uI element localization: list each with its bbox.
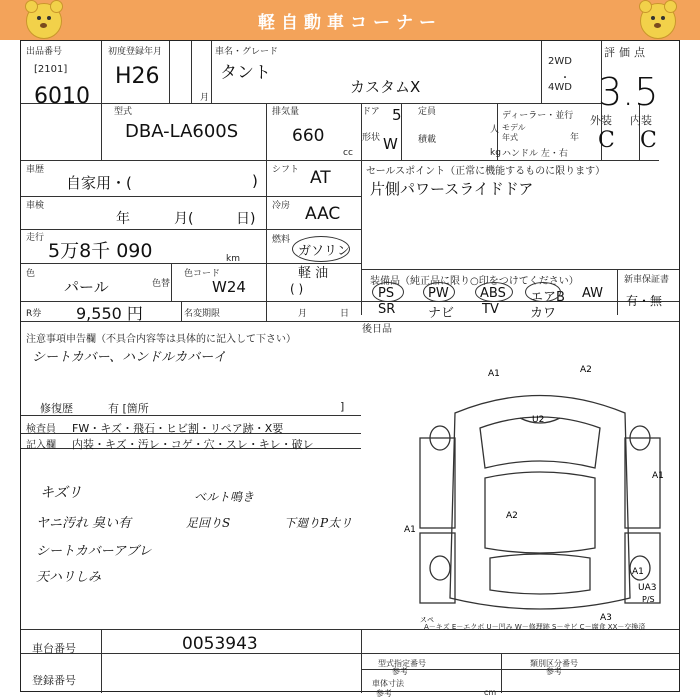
rating-score: 3.5 xyxy=(598,70,659,114)
fuel-label: 燃料 xyxy=(272,235,291,245)
mileage-value: 5万8千 090 xyxy=(48,240,153,262)
equip-aw: AW xyxy=(582,286,604,301)
dimension-cm: cm xyxy=(484,688,497,697)
dealer-line2: モデル xyxy=(502,123,526,132)
mark-a1-rear-right: A1 xyxy=(632,567,644,577)
repair-value: 有 [箇所 xyxy=(108,402,149,415)
inspector-note-2: ヤニ汚れ 臭い有 xyxy=(36,516,132,531)
rating-label: 評価点 xyxy=(604,46,649,59)
car-name-label: 車名・グレード xyxy=(215,47,279,57)
mark-a2-front-right: A2 xyxy=(580,365,592,375)
color-change-label: 色替 xyxy=(152,279,171,289)
history-close: ) xyxy=(252,172,258,190)
displacement-value: 660 xyxy=(292,126,325,146)
dimensions-ref: 参考 xyxy=(376,689,392,698)
fuel-diesel: 軽 油 xyxy=(298,266,329,281)
doors-label: ドア xyxy=(362,107,380,117)
registration-month-unit: 月 xyxy=(200,93,210,103)
car-name: タント xyxy=(220,63,271,83)
doors-value: 5 xyxy=(392,106,402,124)
equip-navi: ナビ xyxy=(428,306,455,321)
diagram-spare-label: スペ xyxy=(420,616,434,624)
mark-u2-hood: U2 xyxy=(532,415,545,425)
check-label-1: 検査員 xyxy=(26,424,56,435)
registration-label: 初度登録年月 xyxy=(108,47,163,57)
inspection-label: 車検 xyxy=(26,201,45,211)
equip-airbag-circle xyxy=(525,282,561,302)
inspection-month: 月( xyxy=(174,211,194,227)
fuel-paren: ( ) xyxy=(290,282,304,296)
recycle-value: 9,550 円 xyxy=(76,304,143,323)
check-label-2: 記入欄 xyxy=(26,440,56,451)
class-number-ref: 参考 xyxy=(546,667,562,676)
color-code: W24 xyxy=(212,278,246,296)
displacement-label: 排気量 xyxy=(272,107,300,117)
equip-tv: TV xyxy=(482,302,499,317)
check-row-1: FW・キズ・飛石・ヒビ割・リペア跡・X要 xyxy=(72,422,284,435)
tax-month: 月 xyxy=(298,309,308,319)
aircon-value: AAC xyxy=(305,204,341,224)
owner-label: 後日品 xyxy=(362,324,392,335)
drive-2wd: 2WD xyxy=(548,56,572,67)
color-label: 色 xyxy=(26,269,36,279)
displacement-unit: cc xyxy=(343,148,353,158)
dealer-year-unit: 年 xyxy=(570,133,580,143)
rating-exterior-label: 外装 xyxy=(590,114,612,127)
lot-number: 6010 xyxy=(34,84,90,109)
fuel-gas-circle xyxy=(292,236,350,262)
class-number-label: 類別区分番号 xyxy=(530,659,578,668)
sales-points-label: セールスポイント（正常に機能するものに限ります） xyxy=(366,166,606,177)
equip-abs: ABS xyxy=(480,286,506,301)
equip-abs-circle xyxy=(475,282,513,302)
dealer-handle: ハンドル 左・右 xyxy=(502,149,568,159)
inspection-day: 日) xyxy=(236,211,256,227)
mark-a1-front-left: A1 xyxy=(488,369,500,379)
tax-label: 名変期限 xyxy=(184,309,221,319)
load-label: 積載 xyxy=(418,135,437,145)
dealer-line1: ディーラー・並行 xyxy=(502,111,574,121)
equip-ps-circle xyxy=(372,282,404,302)
check-row-2: 内装・キズ・汚レ・コゲ・穴・スレ・キレ・破レ xyxy=(72,438,314,451)
model-value: DBA-LA600S xyxy=(125,121,239,142)
shift-label: シフト xyxy=(272,165,300,175)
inspection-year: 年 xyxy=(116,211,130,227)
recycle-label: R券 xyxy=(26,309,42,319)
capacity-unit: 人 xyxy=(490,125,500,135)
type-number-label: 型式指定番号 xyxy=(378,659,426,668)
equip-sr: SR xyxy=(378,302,396,317)
drive-dot: ・ xyxy=(560,73,570,84)
mark-a1-right: A1 xyxy=(652,471,664,481)
drive-4wd: 4WD xyxy=(548,82,572,93)
diagram-legend: A－キズ E－エクボ U－凹み W－修理跡 S－サビ C－腐食 XX－交換済 xyxy=(424,623,646,631)
inspector-note-3: シートカバーアブレ xyxy=(36,544,152,559)
car-damage-diagram xyxy=(400,358,680,638)
repair-close: ] xyxy=(340,400,345,413)
aircon-label: 冷房 xyxy=(272,201,291,211)
fuel-gas: ガソリン xyxy=(298,244,351,259)
equipment-label: 装備品（純正品に限り○印をつけてください） xyxy=(370,276,579,287)
warranty-label: 新車保証書 xyxy=(624,275,670,285)
inspector-note-6: 足回りS xyxy=(186,516,231,530)
tax-day: 日 xyxy=(340,309,350,319)
equip-ps: PS xyxy=(378,286,395,301)
history-value: 自家用・( xyxy=(66,174,132,192)
car-grade: カスタムX xyxy=(350,78,421,96)
chassis-value: 0053943 xyxy=(182,634,258,654)
equip-pw-circle xyxy=(423,282,455,302)
inspector-note-1: キズリ xyxy=(40,485,82,501)
mark-ps-rear: P/S xyxy=(642,595,655,604)
mark-a1-left: A1 xyxy=(404,525,416,535)
load-unit: kg xyxy=(490,148,501,158)
mileage-unit: km xyxy=(226,254,240,264)
color-code-label: 色コード xyxy=(184,269,221,279)
mark-a2-roof: A2 xyxy=(506,511,518,521)
notes-label: 注意事項申告欄（不具合内容等は具体的に記入して下さい） xyxy=(26,334,296,345)
history-label: 車歴 xyxy=(26,165,45,175)
repair-label: 修復歴 xyxy=(40,402,73,415)
doors-shape-label: 形状 xyxy=(362,133,381,143)
rating-exterior: C xyxy=(598,128,615,153)
equip-pw: PW xyxy=(428,286,449,301)
inspector-note-7: 下廻りP太リ xyxy=(284,516,353,530)
lot-label: 出品番号 xyxy=(26,47,63,57)
dimensions-label: 車体寸法 xyxy=(372,679,404,688)
sales-points-value: 片側パワースライドドア xyxy=(370,180,534,198)
header-title: 軽自動車コーナー xyxy=(258,13,442,33)
model-label: 型式 xyxy=(114,107,133,117)
chassis-label: 車台番号 xyxy=(32,642,76,655)
lot-sub: [2101] xyxy=(34,64,68,75)
rating-interior-label: 内装 xyxy=(630,114,652,127)
doors-shape: W xyxy=(383,135,398,153)
mark-ua3-rear: UA3 xyxy=(638,583,657,593)
warranty-value: 有・無 xyxy=(626,294,663,308)
capacity-label: 定員 xyxy=(418,107,437,117)
notes-value: シートカバー、ハンドルカバーイ xyxy=(32,350,227,365)
mileage-label: 走行 xyxy=(26,233,45,243)
inspector-note-5: ベルト鳴き xyxy=(194,490,255,504)
shift-value: AT xyxy=(310,168,331,188)
mark-a3-rear: A3 xyxy=(600,613,612,623)
plate-label: 登録番号 xyxy=(32,674,76,687)
rating-interior: C xyxy=(640,128,657,153)
type-number-ref: 参考 xyxy=(392,667,408,676)
equip-leather: カワ xyxy=(530,306,557,321)
equip-airbag: エアB xyxy=(530,290,565,305)
inspector-note-4: 天ハリしみ xyxy=(36,570,102,585)
dealer-line3: 年式 xyxy=(502,133,518,142)
color-value: パール xyxy=(64,278,109,296)
registration-era: H26 xyxy=(115,64,160,89)
